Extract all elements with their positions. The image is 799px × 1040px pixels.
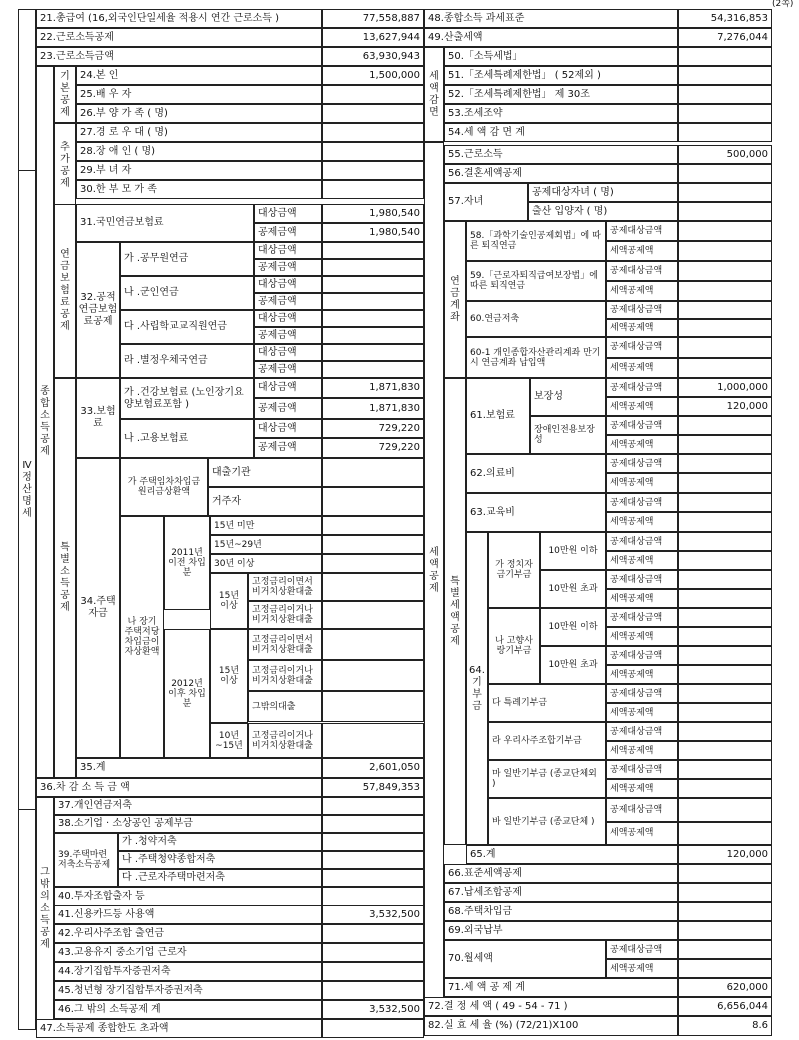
- section-tax-credit: 세액공제: [424, 142, 444, 1000]
- row-label: 22.근로소득공제: [36, 28, 322, 47]
- amount-type-label: 세액공제액: [606, 435, 678, 454]
- row-value: [678, 864, 772, 883]
- row-label: 65.계: [466, 845, 678, 864]
- row-value: [322, 723, 424, 758]
- row-value: [322, 833, 424, 851]
- loan-type-row: 고정금리이면서 비거치상환대출: [248, 629, 322, 660]
- insurance-credit-label: 61.보험료: [466, 378, 530, 454]
- row-value: [322, 487, 424, 516]
- amount-type-label: 대상금액: [254, 242, 322, 259]
- row-value: [322, 887, 424, 906]
- row-value: [678, 608, 772, 627]
- row-label: 82.실 효 세 율 (%) (72/21)X100: [424, 1016, 678, 1036]
- row-value: [322, 629, 424, 660]
- section-basic-deduction: 기본공제: [54, 66, 76, 123]
- row-value: [322, 851, 424, 869]
- row-value: [678, 512, 772, 532]
- row-label: 나 .주택청약종합저축: [118, 851, 322, 869]
- donation-type-label: 마 일반기부금 (종교단체외 ): [488, 760, 606, 798]
- amount-type-label: 공제대상금액: [606, 532, 678, 551]
- row-label: 42.우리사주조합 출연금: [54, 924, 322, 943]
- row-value: [322, 310, 424, 327]
- row-label: 72.결 정 세 액 ( 49 - 54 - 71 ): [424, 997, 678, 1016]
- row-label: 57.자녀: [444, 183, 528, 221]
- amount-type-label: 공제대상금액: [606, 570, 678, 589]
- after-2012-label: 2012년 이후 차입분: [164, 629, 210, 758]
- row-label: 31.국민연금보험료: [76, 204, 254, 242]
- over-15y-label: 15년 이상: [210, 629, 248, 723]
- row-label: 37.개인연금저축: [54, 797, 322, 815]
- row-value: [678, 473, 772, 493]
- row-value: [322, 660, 424, 691]
- donation-type-label: 라 우리사주조합기부금: [488, 722, 606, 760]
- row-value: 500,000: [678, 145, 772, 164]
- amount-type-label: 공제대상금액: [606, 416, 678, 435]
- row-value: [678, 570, 772, 589]
- row-value: [678, 164, 772, 183]
- row-value: [322, 344, 424, 361]
- row-value: [322, 276, 424, 293]
- amount-type-label: 공제대상금액: [606, 454, 678, 473]
- amount-type-label: 공제대상금액: [606, 608, 678, 627]
- row-label: 23.근로소득금액: [36, 47, 322, 66]
- row-value: [678, 798, 772, 822]
- row-label: 44.장기집합투자증권저축: [54, 962, 322, 981]
- section-donation: 64.기부금: [466, 532, 488, 845]
- row-value: 729,220: [322, 438, 424, 458]
- row-label: 52.「조세특례제한법」 제 30조: [444, 85, 678, 104]
- amount-type-label: 공제대상금액: [606, 378, 678, 397]
- row-label: 29.부 녀 자: [76, 161, 322, 180]
- amount-type-label: 공제대상금액: [606, 337, 678, 358]
- donation-threshold-label: 10만원 이하: [540, 532, 606, 570]
- child-count-label: 출산 입양자 ( 명): [528, 202, 678, 221]
- row-label: 거주자: [208, 487, 322, 516]
- amount-type-label: 공제금액: [254, 223, 322, 242]
- row-value: [678, 822, 772, 846]
- section-summary-label: Ⅳ 정산명세: [18, 170, 36, 810]
- housing-savings-label: 39.주택마련저축소득공제: [54, 833, 118, 887]
- public-pension-item: 나 .군인연금: [120, 276, 254, 310]
- row-label: 30.한 부 모 가 족: [76, 180, 322, 199]
- section-housing-fund: 34.주택자금: [76, 458, 120, 758]
- row-value: [322, 142, 424, 161]
- row-label: 41.신용카드등 사용액: [54, 905, 322, 924]
- row-label: 62.의료비: [466, 454, 606, 493]
- row-value: 54,316,853: [678, 9, 772, 28]
- row-label: 63.교육비: [466, 493, 606, 532]
- section-income-deduction: 종합소득공제: [36, 66, 54, 778]
- disabled-insurance-label: 장애인전용보장성: [530, 416, 606, 454]
- amount-type-label: 세액공제액: [606, 473, 678, 493]
- donation-threshold-label: 10만원 초과: [540, 570, 606, 608]
- amount-type-label: 대상금액: [254, 310, 322, 327]
- row-value: [678, 703, 772, 722]
- row-value: [322, 123, 424, 142]
- amount-type-label: 공제대상금액: [606, 221, 678, 241]
- row-label: 49.산출세액: [424, 28, 678, 47]
- row-value: [678, 66, 772, 85]
- row-value: [678, 493, 772, 512]
- amount-type-label: 세액공제액: [606, 281, 678, 301]
- row-label: 38.소기업 · 소상공인 공제부금: [54, 815, 322, 833]
- row-label: 66.표준세액공제: [444, 864, 678, 883]
- row-label: 36.차 감 소 득 금 액: [36, 778, 322, 797]
- row-value: [678, 627, 772, 646]
- row-value: 120,000: [678, 845, 772, 864]
- amount-type-label: 세액공제액: [606, 665, 678, 684]
- row-label: 27.경 로 우 대 ( 명): [76, 123, 322, 142]
- row-value: [322, 981, 424, 1000]
- loan-type-row: 고정금리이면서 비거치상환대출: [248, 573, 322, 601]
- loan-term-row: 15년 미만: [210, 516, 322, 535]
- amount-type-label: 세액공제액: [606, 741, 678, 760]
- row-label: 다 .근로자주택마련저축: [118, 869, 322, 887]
- row-value: [678, 921, 772, 940]
- loan-term-row: 30년 이상: [210, 554, 322, 573]
- row-value: 13,627,944: [322, 28, 424, 47]
- row-value: [678, 281, 772, 301]
- row-value: [678, 261, 772, 281]
- row-label: 47.소득공제 종합한도 초과액: [36, 1019, 322, 1038]
- row-value: 1,980,540: [322, 223, 424, 242]
- row-value: [678, 454, 772, 473]
- row-value: [678, 883, 772, 902]
- hometown-donation-label: 나 고향사랑기부금: [488, 608, 540, 684]
- section-pension-account: 연금계좌: [444, 221, 466, 378]
- amount-type-label: 공제대상금액: [606, 760, 678, 779]
- amount-type-label: 대상금액: [254, 378, 322, 398]
- section-public-pension: 32.공적연금보험료공제: [76, 242, 120, 378]
- loan-type-row: 그밖의대출: [248, 691, 322, 722]
- section-insurance: 33.보험료: [76, 378, 120, 458]
- amount-type-label: 세액공제액: [606, 319, 678, 337]
- row-label: 51.「조세특례제한법」 ( 52제외 ): [444, 66, 678, 85]
- row-value: [678, 241, 772, 261]
- row-value: 1,000,000: [678, 378, 772, 397]
- row-value: [678, 646, 772, 665]
- row-label: 40.투자조합출자 등: [54, 887, 322, 906]
- amount-type-label: 세액공제액: [606, 822, 678, 846]
- row-label: 25.배 우 자: [76, 85, 322, 104]
- row-value: 6,656,044: [678, 997, 772, 1016]
- row-value: [322, 601, 424, 629]
- donation-type-label: 다 특례기부금: [488, 684, 606, 722]
- public-pension-item: 가 .공무원연금: [120, 242, 254, 276]
- pension-account-item: 58.「과학기술인공제회법」에 따른 퇴직연금: [466, 221, 606, 261]
- row-value: [678, 589, 772, 608]
- row-value: [678, 684, 772, 703]
- over-15y-label: 15년 이상: [210, 573, 248, 629]
- amount-type-label: 대상금액: [254, 276, 322, 293]
- row-label: 보장성: [530, 378, 606, 416]
- row-value: 7,276,044: [678, 28, 772, 47]
- row-value: [322, 161, 424, 180]
- row-value: 1,980,540: [322, 204, 424, 223]
- amount-type-label: 세액공제액: [606, 512, 678, 532]
- row-value: [322, 104, 424, 123]
- pension-account-item: 60-1 개인종합자산관리계좌 만기 시 연금계좌 납입액: [466, 337, 606, 378]
- row-value: 120,000: [678, 397, 772, 416]
- row-label: 21.총급여 (16,외국인단일세율 적용시 연간 근로소득 ): [36, 9, 322, 28]
- amount-type-label: 세액공제액: [606, 703, 678, 722]
- row-label: 26.부 양 가 족 ( 명): [76, 104, 322, 123]
- amount-type-label: 공제금액: [254, 361, 322, 378]
- row-label: 54.세 액 감 면 계: [444, 123, 678, 142]
- row-value: 3,532,500: [322, 905, 424, 924]
- row-value: [678, 551, 772, 570]
- row-value: [322, 85, 424, 104]
- pension-account-item: 59.「근로자퇴직급여보장법」에 따른 퇴직연금: [466, 261, 606, 301]
- row-value: 2,601,050: [322, 758, 424, 778]
- row-value: [678, 532, 772, 551]
- row-value: [322, 691, 424, 722]
- amount-type-label: 공제금액: [254, 398, 322, 419]
- row-value: 1,500,000: [322, 66, 424, 85]
- row-label: 43.고용유지 중소기업 근로자: [54, 943, 322, 962]
- row-label: 50.「소득세법」: [444, 47, 678, 66]
- row-value: [678, 741, 772, 760]
- donation-threshold-label: 10만원 초과: [540, 646, 606, 684]
- row-value: [678, 104, 772, 123]
- row-value: [678, 221, 772, 241]
- row-value: [322, 962, 424, 981]
- loan-type-row: 고정금리이거나 비거치상환대출: [248, 601, 322, 629]
- row-label: 28.장 애 인 ( 명): [76, 142, 322, 161]
- section-additional-deduction: 추가공제: [54, 123, 76, 208]
- row-label: 67.납세조합공제: [444, 883, 678, 902]
- row-value: [678, 722, 772, 741]
- row-label: 70.월세액: [444, 940, 606, 978]
- row-value: [322, 869, 424, 887]
- public-pension-item: 다 .사립학교교직원연금: [120, 310, 254, 344]
- amount-type-label: 세액공제액: [606, 627, 678, 646]
- row-value: [678, 47, 772, 66]
- row-value: [678, 301, 772, 319]
- amount-type-label: 공제대상금액: [606, 722, 678, 741]
- row-value: [678, 202, 772, 221]
- row-value: [678, 183, 772, 202]
- row-value: [678, 319, 772, 337]
- amount-type-label: 공제금액: [254, 293, 322, 310]
- political-donation-label: 가 정치자금기부금: [488, 532, 540, 608]
- row-value: 729,220: [322, 419, 424, 438]
- amount-type-label: 공제금액: [254, 327, 322, 344]
- amount-type-label: 공제금액: [254, 438, 322, 458]
- row-label: 71.세 액 공 제 계: [444, 978, 678, 997]
- row-value: [322, 180, 424, 199]
- amount-type-label: 세액공제액: [606, 241, 678, 261]
- amount-type-label: 세액공제액: [606, 397, 678, 416]
- amount-type-label: 공제대상금액: [606, 798, 678, 822]
- 10-15y-label: 10년~15년: [210, 723, 248, 758]
- row-value: 57,849,353: [322, 778, 424, 797]
- row-value: [678, 337, 772, 358]
- health-insurance-label: 가 .건강보험료 (노인장기요양보험료포함 ): [120, 378, 254, 419]
- amount-type-label: 공제대상금액: [606, 493, 678, 512]
- lease-loan-label: 가 주택임차차입금원리금상환액: [120, 458, 208, 516]
- loan-term-row: 15년~29년: [210, 535, 322, 554]
- before-2011-label: 2011년 이전 차입분: [164, 516, 210, 610]
- row-label: 55.근로소득: [444, 145, 678, 164]
- amount-type-label: 세액공제액: [606, 779, 678, 798]
- row-value: [322, 361, 424, 378]
- public-pension-item: 라 .별정우체국연금: [120, 344, 254, 378]
- row-value: 63,930,943: [322, 47, 424, 66]
- pension-account-item: 60.연금저축: [466, 301, 606, 337]
- amount-type-label: 공제대상금액: [606, 646, 678, 665]
- row-value: [678, 665, 772, 684]
- page-number: (2쪽): [772, 0, 794, 9]
- row-value: 620,000: [678, 978, 772, 997]
- row-value: [322, 293, 424, 310]
- row-value: [678, 358, 772, 379]
- row-value: [322, 554, 424, 573]
- section-special-credit: 특별세액공제: [444, 378, 466, 845]
- row-value: [678, 779, 772, 798]
- row-value: [322, 535, 424, 554]
- row-label: 46.그 밖의 소득공제 계: [54, 1000, 322, 1019]
- section-tax-reduction: 세액감면: [424, 47, 444, 142]
- row-label: 45.청년형 장기집합투자증권저축: [54, 981, 322, 1000]
- row-label: 53.조세조약: [444, 104, 678, 123]
- row-label: 35.계: [76, 758, 322, 778]
- row-value: [678, 123, 772, 142]
- row-value: [322, 797, 424, 815]
- section-other-deduction: 그 밖의 소득공제: [36, 797, 54, 1020]
- amount-type-label: 공제금액: [254, 259, 322, 276]
- row-value: 1,871,830: [322, 378, 424, 398]
- row-value: [678, 959, 772, 978]
- row-value: [322, 924, 424, 943]
- loan-type-row: 고정금리이거나 비거치상환대출: [248, 723, 322, 758]
- row-label: 48.종합소득 과세표준: [424, 9, 678, 28]
- amount-type-label: 공제대상금액: [606, 301, 678, 319]
- amount-type-label: 공제대상금액: [606, 261, 678, 281]
- row-label: 나 .고용보험료: [120, 419, 254, 458]
- amount-type-label: 세액공제액: [606, 589, 678, 608]
- mortgage-loan-label: 나 장기주택저당차입금이자상환액: [120, 516, 164, 758]
- amount-type-label: 세액공제액: [606, 959, 678, 978]
- amount-type-label: 공제대상금액: [606, 684, 678, 703]
- row-label: 68.주택차입금: [444, 902, 678, 921]
- donation-threshold-label: 10만원 이하: [540, 608, 606, 646]
- row-value: [322, 327, 424, 344]
- row-value: [322, 943, 424, 962]
- row-value: 8.6: [678, 1016, 772, 1036]
- row-value: 77,558,887: [322, 9, 424, 28]
- donation-type-label: 바 일반기부금 (종교단체 ): [488, 798, 606, 845]
- row-value: [322, 1019, 424, 1038]
- row-value: [678, 902, 772, 921]
- row-value: [678, 85, 772, 104]
- row-value: 3,532,500: [322, 1000, 424, 1019]
- row-value: [678, 416, 772, 435]
- amount-type-label: 대상금액: [254, 419, 322, 438]
- row-value: [678, 760, 772, 779]
- amount-type-label: 공제대상금액: [606, 940, 678, 959]
- row-value: [322, 259, 424, 276]
- row-value: [678, 435, 772, 454]
- row-value: 1,871,830: [322, 398, 424, 419]
- amount-type-label: 대상금액: [254, 204, 322, 223]
- section-pension-insurance: 연금보험료공제: [54, 204, 76, 378]
- row-label: 24.본 인: [76, 66, 322, 85]
- amount-type-label: 세액공제액: [606, 551, 678, 570]
- row-value: [322, 815, 424, 833]
- loan-type-row: 고정금리이거나 비거치상환대출: [248, 660, 322, 691]
- row-label: 가 .청약저축: [118, 833, 322, 851]
- row-value: [678, 940, 772, 959]
- row-label: 대출기관: [208, 458, 322, 487]
- amount-type-label: 세액공제액: [606, 358, 678, 379]
- row-value: [322, 242, 424, 259]
- section-special-deduction: 특별소득공제: [54, 378, 76, 778]
- row-value: [322, 573, 424, 601]
- row-label: 69.외국납부: [444, 921, 678, 940]
- row-value: [322, 458, 424, 487]
- row-label: 56.결혼세액공제: [444, 164, 678, 183]
- amount-type-label: 대상금액: [254, 344, 322, 361]
- child-count-label: 공제대상자녀 ( 명): [528, 183, 678, 202]
- row-value: [322, 516, 424, 535]
